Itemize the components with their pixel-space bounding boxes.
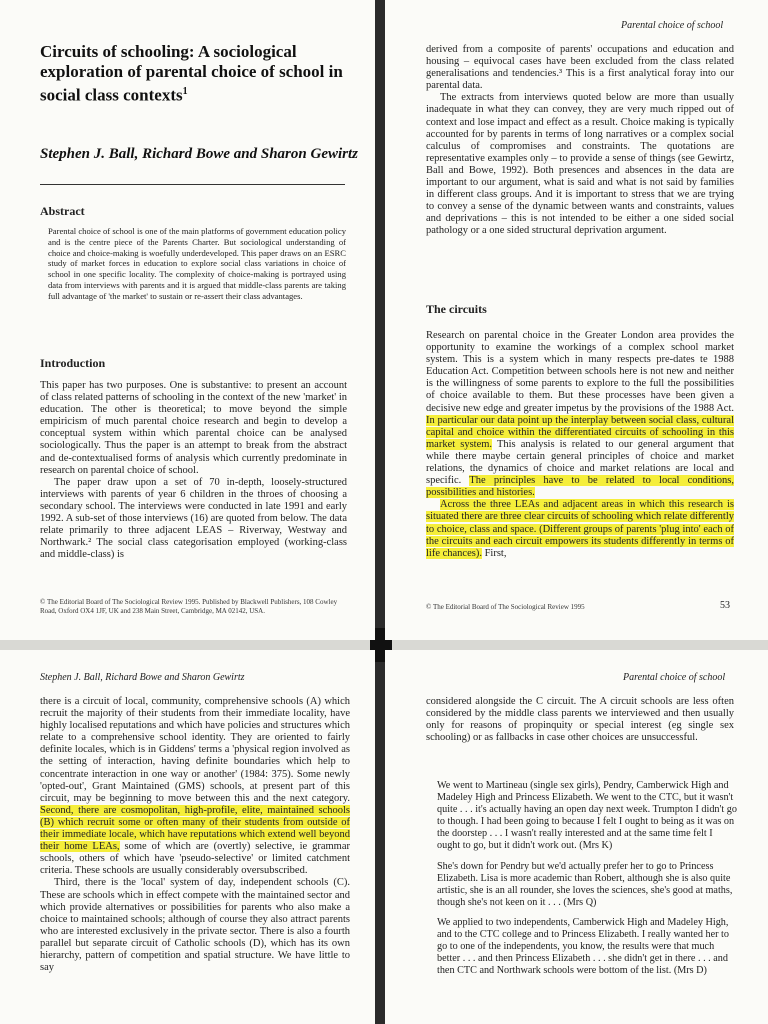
quote-block: We applied to two independents, Camberwick High and Madeley High, and to the CTC college and to Princess Elizabeth. I really wanted her to go to one of the independents, you know, the results were that much better . . . and then Princess Elizabeth . . . she didn't get in there . . . and then CTC and Northwark schools were bottom of the list. (Mrs D) — [437, 916, 729, 977]
running-head: Stephen J. Ball, Richard Bowe and Sharon Gewirtz — [40, 672, 245, 683]
circuits-heading: The circuits — [426, 302, 487, 316]
abstract-text: Parental choice of school is one of the main platforms of government education policy and is the centre piece of the Parents Charter. But sociological understanding of choice and choice-making is woefully underdeveloped. This paper draws on an ESRC study of market forces in education to explore social class variations in choice of school in one specific locality. The complexity of choice-making is portrayed using data from interviews with parents and it is argued that middle-class parents are taking full advantage of 'the market' to sustain or re-assert their class advantages. — [48, 226, 346, 301]
page-left-bottom — [0, 650, 375, 1024]
quote-block: We went to Martineau (single sex girls), Pendry, Camberwick High and Madeley High and Princess Elizabeth. We went to the CTC, but it wasn't quite . . . it's actually having an open day next week. Trumpton I didn't go to though. I had been going to because I felt I ought to being as it was on the doorstep . . . I wasn't really interested and at the same time felt I ought to go, but it didn't work out. (Mrs K) — [437, 780, 737, 852]
intro-paragraph: The paper draw upon a set of 70 in-depth, loosely-structured interviews with parents of year 6 children in the throes of choosing a secondary school. The interviews were conducted in late 1991 and early 1992. A sub-set of those interviews (16) are quoted from below. The data relate primarily to three adjacent LEAS – Riverway, Westway and Northwark.² The social class categorisation employed (working-class and middle-class) is — [40, 476, 347, 561]
abstract-heading: Abstract — [40, 204, 85, 218]
highlight: Second, there are cosmopolitan, high-profile, elite, maintained schools (B) which recruit some or often many of their students from outside of their immediate locale, which have reputations which extend well beyond their home LEAs, — [40, 804, 350, 853]
quote-block: She's down for Pendry but we'd actually prefer her to go to Princess Elizabeth. Lisa is more academic than Robert, although she is also quite artistic, she is an all rounder, she loves the sciences, she's good at maths, though she's not keen on it . . . (Mrs Q) — [437, 860, 733, 908]
page-left-top — [0, 0, 375, 640]
running-head: Parental choice of school — [623, 672, 726, 683]
article-authors: Stephen J. Ball, Richard Bowe and Sharon Gewirtz — [40, 146, 358, 162]
intro-heading: Introduction — [40, 356, 106, 370]
highlight: The principles have to be related to local conditions, possibilities and histories. — [426, 475, 735, 499]
body-paragraph: Research on parental choice in the Greater London area provides the opportunity to examine the workings of a complex school market system. This is a system which in many respects pre-dates te 1988 Education Act. Competition between schools here is not new and neither is the willingness of some parents to explore to the full the possibilities of choice available to them. But these processes have been given a decisive new edge and greater impetus by the provisions of the 1988 Act. In particular our data point up the interplay between social class, cultural capital and choice within the differentiated circuits of schooling in this market system. This analysis is related to our general argument that while there maybe certain general principles of choice and market relations, the dynamics of choice and market relations are local and specific. The principles have to be related to local conditions, possibilities and histories. — [426, 330, 735, 499]
highlight: Across the three LEAs and adjacent areas in which this research is situated there are three clear circuits of schooling which relate differently to choice, class and space. (Different groups of parents 'plug into' each of the circuits and each circuit empowers its students differently in terms of life chances). — [426, 499, 734, 559]
book-spine — [375, 0, 385, 1024]
body-paragraph: The extracts from interviews quoted below are more than usually inadequate in what they can convey, they are very much ripped out of context and lose impact and effect as a result. Choice making is typically accounted for by parents in terms of long narratives or a complex social calculus of compromises and constraints. The quotations are representative examples only – to provide a sense of things (see Gewirtz, Ball and Bowe, 1992). Both presences and absences in the data are important to our argument, what is said and what is not said by families in different class groups. And it is important to stress that we are trying to convey a sense of the dynamic between wants and constraints, values and deprivations – this is not intended to be either a one sided social pathology or a one sided structural deprivation argument. — [426, 92, 734, 237]
body-paragraph: Across the three LEAs and adjacent areas in which this research is situated there are three clear circuits of schooling which relate differently to choice, class and space. (Different groups of parents 'plug into' each of the circuits and each circuit empowers its students differently in terms of life chances). First, — [426, 499, 734, 559]
highlight: In particular our data point up the interplay between social class, cultural capital and choice within the differentiated circuits of schooling in this market system. — [426, 414, 734, 450]
page-number: 53 — [720, 600, 730, 611]
page-footer: © The Editorial Board of The Sociological Review 1995 — [426, 603, 585, 611]
page-right-top — [385, 0, 768, 640]
body-column — [40, 696, 350, 974]
body-column — [426, 330, 734, 560]
body-paragraph: considered alongside the C circuit. The A circuit schools are less often considered by the middle class parents we interviewed and then usually only for reasons of propinquity or special interest (eg single sex schooling) or as fallbacks in case other choices are unsuccessful. — [426, 696, 734, 744]
intro-body — [40, 380, 347, 561]
running-head: Parental choice of school — [621, 20, 724, 31]
body-column — [426, 696, 734, 744]
body-paragraph: there is a circuit of local, community, comprehensive schools (A) which recruit the majority of their students from their immediate locality, have highly localised reputations and which have policies and structures which relate to a comprehensive school identity. They are oriented to fairly definite locales, which is in Giddens' terms a 'physical region involved as the setting of interaction, having definite boundaries which help to concentrate interaction in one way or another' (1984: 375). Some newly 'opted-out', Grant Maintained (GMS) schools, at present part of this circuit, may be beginning to move between this and the next category. Second, there are cosmopolitan, high-profile, elite, maintained schools (B) which recruit some or often many of their students from outside of their immediate locale, which have reputations which extend well beyond their home LEAs, some of which are (overtly) selective, ie grammar schools, others of which have 'pseudo-selective' or limited catchment criteria. These schools are usually considerably oversubscribed. — [40, 696, 350, 877]
copyright-footnote: © The Editorial Board of The Sociological Review 1995. Published by Blackwell Publishers, 108 Cowley Road, Oxford OX4 1JF, UK and 238 Main Street, Cambridge, MA 02142, USA. — [40, 598, 338, 615]
title-rule — [40, 184, 345, 185]
interview-quotes — [437, 780, 737, 985]
intro-paragraph: This paper has two purposes. One is substantive: to present an account of class related patterns of schooling in the context of the new 'market' in education. The other is theoretical; to move beyond the simple empiricism of much parental choice research and begin to develop a conceptual system within which parental choice can be analysed sociologically. Thus the paper is an attempt to break from the abstract and de-contextualised forms of analysis which currently predominate in research on parental choice of school. — [40, 380, 347, 476]
body-column — [426, 44, 734, 238]
body-paragraph: Third, there is the 'local' system of day, independent schools (C). These are schools which in effect compete with the maintained sector and which provide alternatives or possibilities for parents who also make a choice to maintained schools; although of course they also attract parents who are interested exclusively in the private sector. There is also a fourth parallel but separate circuit of Catholic schools (D), which has its own hierarchy, pattern of competition and spatial structure. We have little to say — [40, 877, 350, 974]
body-paragraph: derived from a composite of parents' occupations and education and housing – equivocal cases have been excluded from the class related generalisations and tendencies.³ This is a first analytical foray into our parental data. — [426, 44, 734, 92]
article-title: Circuits of schooling: A sociological exploration of parental choice of school in social class contexts$^1$ — [40, 42, 343, 105]
